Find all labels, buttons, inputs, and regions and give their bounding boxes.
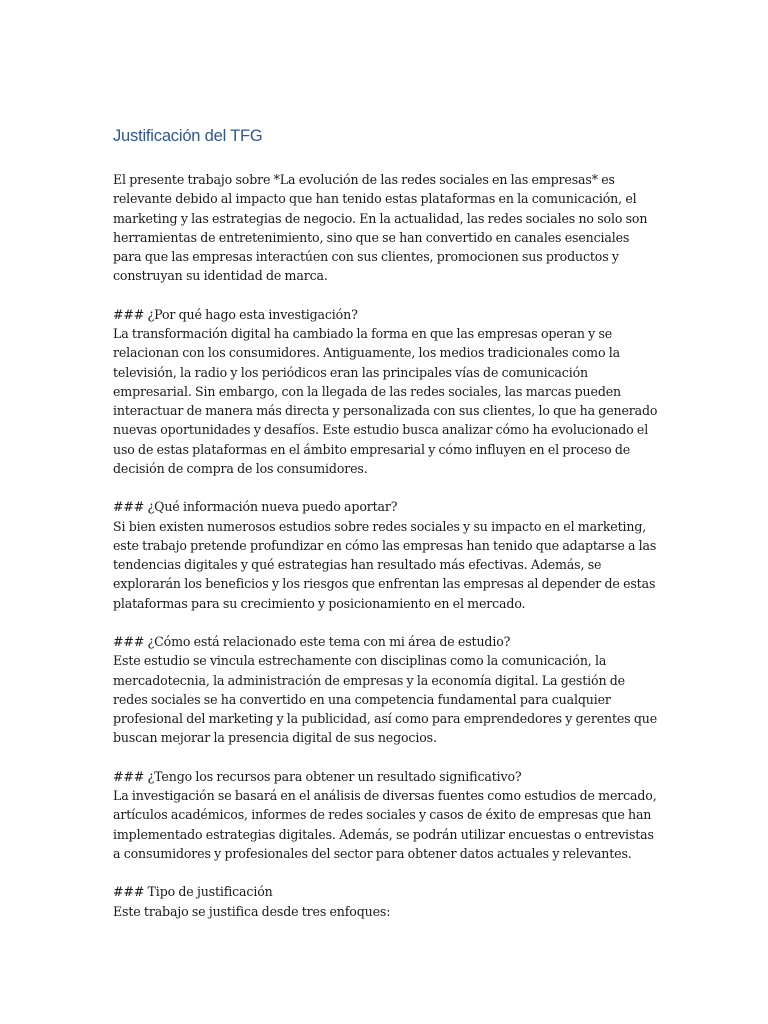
- section-body: La transformación digital ha cambiado la forma en que las empresas operan y se relacionan con los consumidores. Antiguamente, los medios tradicionales como la televisión, la radio y los periódicos eran las principales vías de comunicación empresarial. Sin embargo, con la llegada de las redes sociales, las marcas pueden interactuar de manera más directa y personalizada con sus clientes, lo que ha generado nuevas oportunidades y desafíos. Este estudio busca analizar cómo ha evolucionado el uso de estas plataformas en el ámbito empresarial y cómo influyen en el proceso de decisión de compra de los consumidores.: [113, 326, 658, 476]
- section-heading: ### ¿Por qué hago esta investigación?: [113, 306, 358, 322]
- section-body: La investigación se basará en el análisis de diversas fuentes como estudios de mercado, artículos académicos, informes de redes sociales y casos de éxito de empresas que han implementado estrategias digitales. Además, se podrán utilizar encuestas o entrevistas a consumidores y profesionales del sector para obtener datos actuales y relevantes.: [113, 788, 657, 861]
- section-heading: ### ¿Tengo los recursos para obtener un resultado significativo?: [113, 768, 522, 784]
- document-content: [113, 124, 658, 940]
- section-heading: ### Tipo de justificación: [113, 884, 273, 900]
- intro-paragraph: El presente trabajo sobre *La evolución de las redes sociales en las empresas* es relevante debido al impacto que han tenido estas plataformas en la comunicación, el marketing y las estrategias de negocio. En la actualidad, las redes sociales no solo son herramientas de entretenimiento, sino que se han convertido en canales esenciales para que las empresas interactúen con sus clientes, promocionen sus productos y construyan su identidad de marca.: [113, 172, 648, 284]
- section-body: Este trabajo se justifica desde tres enfoques:: [113, 903, 391, 919]
- section-heading: ### ¿Qué información nueva puedo aportar?: [113, 499, 398, 515]
- section-informacion-nueva: [113, 497, 658, 613]
- section-body: Este estudio se vincula estrechamente con disciplinas como la comunicación, la mercadotecnia, la administración de empresas y la economía digital. La gestión de redes sociales se ha convertido en una competencia fundamental para cualquier profesional del marketing y la publicidad, así como para emprendedores y gerentes que buscan mejorar la presencia digital de sus negocios.: [113, 653, 658, 746]
- section-body: Si bien existen numerosos estudios sobre redes sociales y su impacto en el marketing, este trabajo pretende profundizar en cómo las empresas han tenido que adaptarse a las tendencias digitales y qué estrategias han resultado más efectivas. Además, se explorarán los beneficios y los riesgos que enfrentan las empresas al depender de estas plataformas para su crecimiento y posicionamiento en el mercado.: [113, 518, 657, 611]
- document-title: Justificación del TFG: [113, 127, 263, 145]
- section-heading: ### ¿Cómo está relacionado este tema con mi área de estudio?: [113, 634, 511, 649]
- section-por-que: [113, 305, 658, 478]
- section-tipo-justificacion: [113, 882, 658, 921]
- section-recursos: [113, 767, 658, 863]
- section-area-estudio: [113, 632, 658, 748]
